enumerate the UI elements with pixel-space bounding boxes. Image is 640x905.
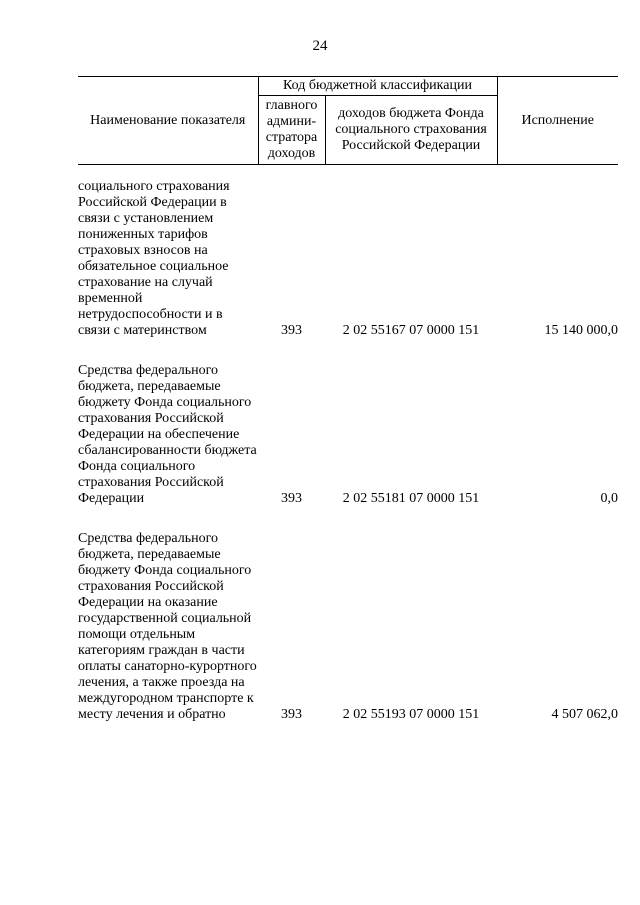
table-body bbox=[78, 165, 618, 724]
header-fund-income: доходов бюджета Фонда социального страхования Российской Федерации bbox=[325, 96, 497, 165]
row-name: социального страхования Российской Федерации в связи с установлением пониженных тарифов страховых взносов на обязательное социальное страхование на случай временной нетрудоспособности и в связи с материнством bbox=[78, 179, 230, 338]
budget-revenue-table bbox=[78, 76, 618, 723]
header-name: Наименование показателя bbox=[78, 77, 258, 165]
header-main-administrator: главного админи-стратора доходов bbox=[258, 96, 325, 165]
row-income-code: 2 02 55193 07 0000 151 bbox=[342, 707, 480, 722]
row-income-code: 2 02 55167 07 0000 151 bbox=[342, 323, 480, 338]
row-income-code: 2 02 55181 07 0000 151 bbox=[342, 491, 480, 506]
row-execution: 4 507 062,0 bbox=[551, 707, 618, 722]
table-row bbox=[78, 179, 618, 339]
row-execution: 15 140 000,0 bbox=[544, 323, 618, 338]
row-execution: 0,0 bbox=[600, 491, 618, 506]
header-execution: Исполнение bbox=[497, 77, 618, 165]
row-name: Средства федерального бюджета, передаваемые бюджету Фонда социального страхования Российской Федерации на обеспечение сбалансированности бюджета Фонда социального страхования Российской Федерации bbox=[78, 363, 257, 506]
table-row bbox=[78, 531, 618, 723]
row-admin-code: 393 bbox=[281, 707, 302, 722]
row-admin-code: 393 bbox=[281, 491, 302, 506]
page-number: 24 bbox=[312, 38, 328, 54]
row-admin-code: 393 bbox=[281, 323, 302, 338]
header-budget-classification-code: Код бюджетной классификации bbox=[258, 77, 497, 96]
row-name: Средства федерального бюджета, передаваемые бюджету Фонда социального страхования Российской Федерации на оказание государственной социальной помощи отдельным категориям граждан в части оплаты санаторно-курортного лечения, а также проезда на междугородном транспорте к месту лечения и обратно bbox=[78, 531, 257, 722]
table-row bbox=[78, 363, 618, 507]
table-header bbox=[78, 77, 618, 165]
